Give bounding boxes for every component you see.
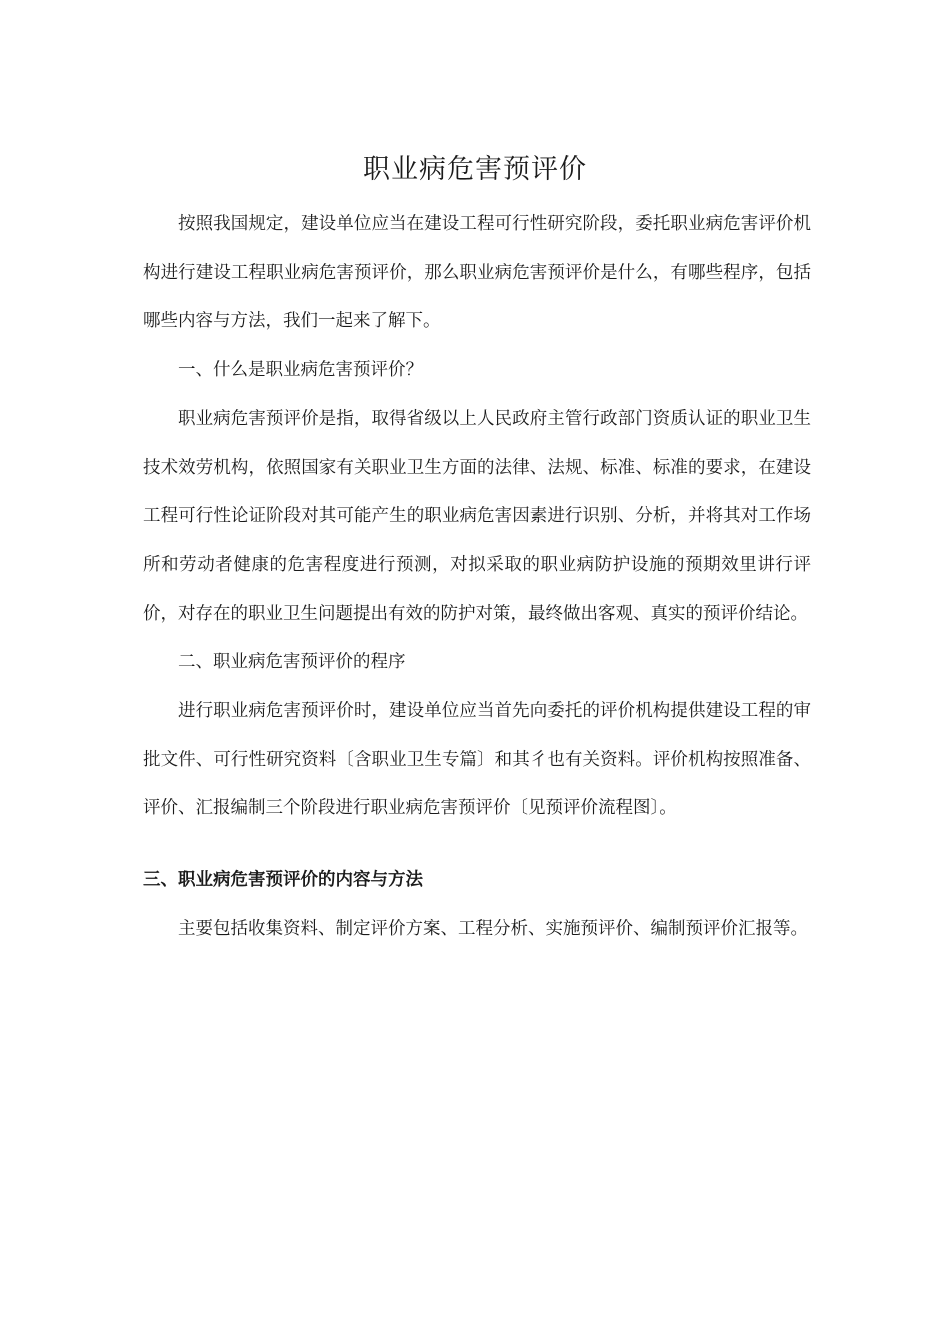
document-title: 职业病危害预评价 <box>363 154 587 185</box>
document-body <box>143 200 811 954</box>
definition-paragraph: 职业病危害预评价是指，取得省级以上人民政府主管行政部门资质认证的职业卫生技术效劳机构，依照国家有关职业卫生方面的法律、法规、标准、标准的要求，在建设工程可行性论证阶段对其可能产生的职业病危害因素进行识别、分析，并将其对工作场所和劳动者健康的危害程度进行预测，对拟采取的职业病防护设施的预期效里讲行评价，对存在的职业卫生问题提出有效的防护对策，最终做出客观、真实的预评价结论。 <box>143 408 811 624</box>
intro-paragraph: 按照我国规定，建设单位应当在建设工程可行性研究阶段，委托职业病危害评价机构进行建设工程职业病危害预评价，那么职业病危害预评价是什么，有哪些程序，包括哪些内容与方法，我们一起来了解下。 <box>143 214 811 332</box>
content-methods-paragraph: 主要包括收集资料、制定评价方案、工程分析、实施预评价、编制预评价汇报等。 <box>178 918 808 939</box>
section-heading-3: 三、职业病危害预评价的内容与方法 <box>143 870 423 891</box>
procedure-paragraph: 进行职业病危害预评价时，建设单位应当首先向委托的评价机构提供建设工程的审批文件、可行性研究资料〔含职业卫生专篇〕和其彳也有关资料。评价机构按照准备、评价、汇报编制三个阶段进行职业病危害预评价〔见预评价流程图〕。 <box>143 701 811 819</box>
section-heading-2: 二、职业病危害预评价的程序 <box>178 652 406 673</box>
section-heading-1: 一、什么是职业病危害预评价？ <box>178 360 423 381</box>
